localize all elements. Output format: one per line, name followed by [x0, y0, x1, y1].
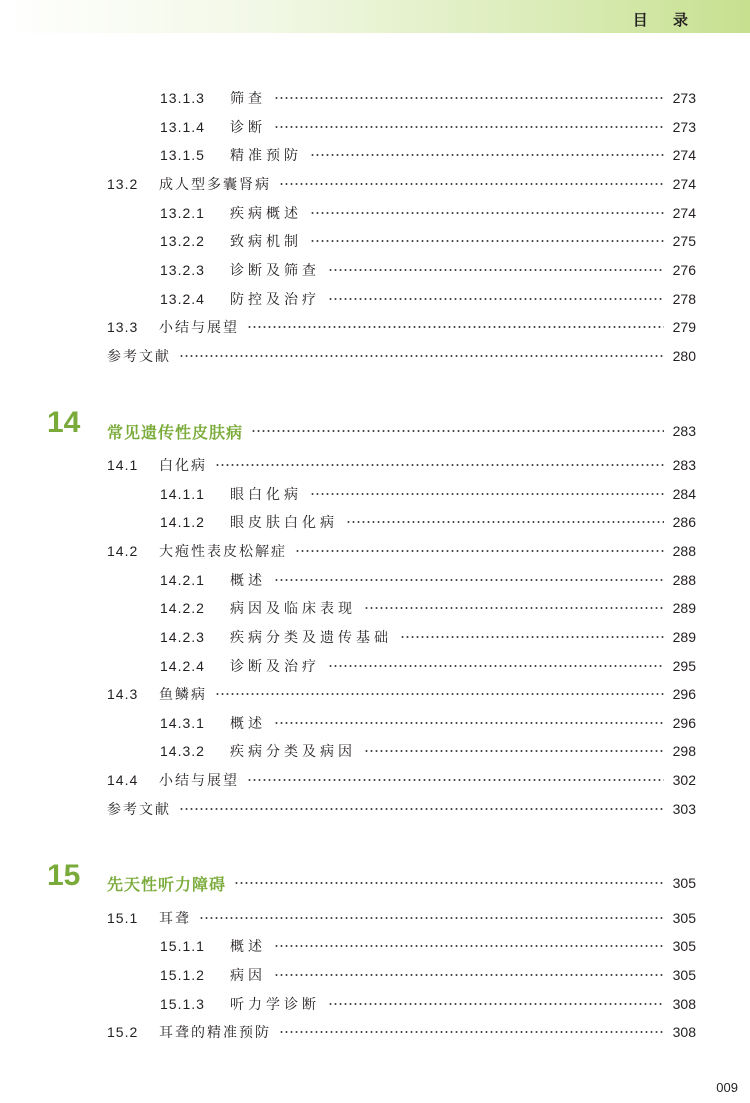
dot-leader — [274, 579, 664, 581]
chapter-title: 常见遗传性皮肤病 — [107, 422, 244, 442]
entry-page: 305 — [672, 875, 696, 891]
dot-leader — [310, 240, 664, 242]
entry-title: 防控及治疗 — [230, 292, 320, 308]
entry-title: 概述 — [230, 573, 266, 589]
entry-page: 289 — [672, 629, 696, 645]
dot-leader — [274, 974, 664, 976]
dot-leader — [328, 269, 664, 271]
dot-leader — [364, 750, 664, 752]
entry-title: 参考文献 — [107, 349, 171, 365]
entry-title: 诊断 — [230, 120, 266, 136]
chapter-number: 15 — [47, 859, 81, 892]
entry-page: 302 — [672, 772, 696, 788]
entry-title: 疾病分类及病因 — [230, 744, 356, 760]
entry-number: 13.2.1 — [160, 205, 205, 221]
entry-page: 274 — [672, 205, 696, 221]
toc-entry[interactable] — [160, 87, 696, 109]
toc-entry[interactable] — [107, 907, 696, 929]
toc-entry[interactable] — [160, 259, 696, 281]
entry-number: 14.2.1 — [160, 572, 205, 588]
toc-entry[interactable] — [160, 569, 696, 591]
header-title: 目 录 — [632, 11, 698, 29]
entry-number: 14.3 — [107, 686, 139, 702]
entry-page: 283 — [672, 457, 696, 473]
chapter-heading[interactable] — [107, 420, 696, 442]
dot-leader — [247, 779, 664, 781]
entry-title: 小结与展望 — [159, 773, 239, 789]
dot-leader — [274, 126, 664, 128]
entry-title: 参考文献 — [107, 802, 171, 818]
entry-title: 眼皮肤白化病 — [230, 515, 338, 531]
entry-number: 14.2.2 — [160, 600, 205, 616]
entry-page: 273 — [672, 119, 696, 135]
entry-page: 296 — [672, 686, 696, 702]
entry-page: 298 — [672, 743, 696, 759]
entry-title: 病因 — [230, 968, 266, 984]
entry-page: 289 — [672, 600, 696, 616]
toc-entry[interactable] — [160, 935, 696, 957]
dot-leader — [295, 550, 664, 552]
entry-number: 14.1 — [107, 457, 139, 473]
entry-number: 13.2.2 — [160, 233, 205, 249]
entry-number: 15.1.1 — [160, 938, 205, 954]
dot-leader — [179, 355, 664, 357]
entry-page: 274 — [672, 176, 696, 192]
dot-leader — [274, 97, 664, 99]
toc-entry[interactable] — [107, 683, 696, 705]
entry-page: 295 — [672, 658, 696, 674]
toc-entry[interactable] — [160, 144, 696, 166]
entry-number: 15.1.2 — [160, 967, 205, 983]
entry-number: 13.2 — [107, 176, 139, 192]
toc-entry[interactable] — [160, 993, 696, 1015]
toc-entry[interactable] — [160, 597, 696, 619]
entry-number: 15.1.3 — [160, 996, 205, 1012]
chapter-title: 先天性听力障碍 — [107, 874, 227, 894]
toc-entry-references[interactable] — [107, 345, 696, 367]
entry-title: 耳聋 — [159, 911, 191, 927]
dot-leader — [310, 212, 664, 214]
entry-title: 致病机制 — [230, 234, 302, 250]
entry-title: 病因及临床表现 — [230, 601, 356, 617]
entry-page: 305 — [672, 910, 696, 926]
entry-title: 概述 — [230, 939, 266, 955]
page-number: 009 — [716, 1080, 738, 1095]
toc-entry[interactable] — [107, 540, 696, 562]
toc-entry[interactable] — [160, 964, 696, 986]
dot-leader — [274, 945, 664, 947]
entry-number: 14.3.2 — [160, 743, 205, 759]
entry-number: 13.2.4 — [160, 291, 205, 307]
toc-entry[interactable] — [160, 740, 696, 762]
entry-page: 305 — [672, 967, 696, 983]
entry-page: 296 — [672, 715, 696, 731]
dot-leader — [310, 493, 664, 495]
entry-page: 288 — [672, 543, 696, 559]
dot-leader — [234, 882, 664, 884]
entry-page: 284 — [672, 486, 696, 502]
entry-page: 288 — [672, 572, 696, 588]
entry-page: 274 — [672, 147, 696, 163]
dot-leader — [279, 1031, 664, 1033]
toc-entry[interactable] — [160, 483, 696, 505]
entry-page: 273 — [672, 90, 696, 106]
entry-number: 13.1.5 — [160, 147, 205, 163]
entry-number: 13.2.3 — [160, 262, 205, 278]
toc-entry[interactable] — [160, 230, 696, 252]
dot-leader — [274, 722, 664, 724]
dot-leader — [215, 464, 664, 466]
entry-page: 283 — [672, 423, 696, 439]
entry-title: 诊断及治疗 — [230, 659, 320, 675]
entry-title: 耳聋的精准预防 — [159, 1025, 271, 1041]
entry-title: 成人型多囊肾病 — [159, 177, 271, 193]
entry-page: 279 — [672, 319, 696, 335]
entry-number: 14.1.1 — [160, 486, 205, 502]
toc-entry[interactable] — [160, 655, 696, 677]
entry-number: 13.3 — [107, 319, 139, 335]
dot-leader — [279, 183, 664, 185]
entry-page: 305 — [672, 938, 696, 954]
entry-number: 15.1 — [107, 910, 139, 926]
toc-entry[interactable] — [107, 769, 696, 791]
dot-leader — [310, 154, 664, 156]
dot-leader — [247, 326, 664, 328]
entry-page: 286 — [672, 514, 696, 530]
entry-number: 14.1.2 — [160, 514, 205, 530]
toc-entry[interactable] — [160, 116, 696, 138]
entry-number: 15.2 — [107, 1024, 139, 1040]
entry-title: 筛查 — [230, 91, 266, 107]
toc-entry-references[interactable] — [107, 798, 696, 820]
entry-title: 眼白化病 — [230, 487, 302, 503]
entry-number: 13.1.4 — [160, 119, 205, 135]
entry-page: 308 — [672, 1024, 696, 1040]
entry-page: 275 — [672, 233, 696, 249]
entry-page: 303 — [672, 801, 696, 817]
dot-leader — [328, 298, 664, 300]
toc-entry[interactable] — [160, 288, 696, 310]
entry-page: 308 — [672, 996, 696, 1012]
toc-entry[interactable] — [107, 173, 696, 195]
dot-leader — [328, 665, 664, 667]
entry-page: 276 — [672, 262, 696, 278]
entry-page: 280 — [672, 348, 696, 364]
dot-leader — [179, 808, 664, 810]
entry-number: 14.4 — [107, 772, 139, 788]
toc-entry[interactable] — [160, 202, 696, 224]
toc-entry[interactable] — [160, 712, 696, 734]
chapter-number: 14 — [47, 406, 81, 439]
dot-leader — [199, 917, 664, 919]
entry-title: 鱼鳞病 — [159, 687, 207, 703]
toc-entry[interactable] — [107, 316, 696, 338]
dot-leader — [400, 636, 664, 638]
toc-entry[interactable] — [107, 1021, 696, 1043]
entry-number: 14.2.3 — [160, 629, 205, 645]
toc-entry[interactable] — [107, 454, 696, 476]
dot-leader — [364, 607, 664, 609]
entry-number: 14.2 — [107, 543, 139, 559]
entry-title: 诊断及筛查 — [230, 263, 320, 279]
dot-leader — [346, 521, 664, 523]
entry-title: 白化病 — [159, 458, 207, 474]
entry-number: 13.1.3 — [160, 90, 205, 106]
dot-leader — [328, 1003, 664, 1005]
entry-number: 14.3.1 — [160, 715, 205, 731]
chapter-heading[interactable] — [107, 872, 696, 894]
entry-number: 14.2.4 — [160, 658, 205, 674]
entry-title: 疾病分类及遗传基础 — [230, 630, 392, 646]
entry-title: 小结与展望 — [159, 320, 239, 336]
entry-title: 概述 — [230, 716, 266, 732]
entry-title: 大疱性表皮松解症 — [159, 544, 287, 560]
entry-title: 听力学诊断 — [230, 997, 320, 1013]
entry-title: 疾病概述 — [230, 206, 302, 222]
entry-title: 精准预防 — [230, 148, 302, 164]
entry-page: 278 — [672, 291, 696, 307]
toc-entry[interactable] — [160, 626, 696, 648]
toc-entry[interactable] — [160, 511, 696, 533]
dot-leader — [251, 430, 664, 432]
dot-leader — [215, 693, 664, 695]
